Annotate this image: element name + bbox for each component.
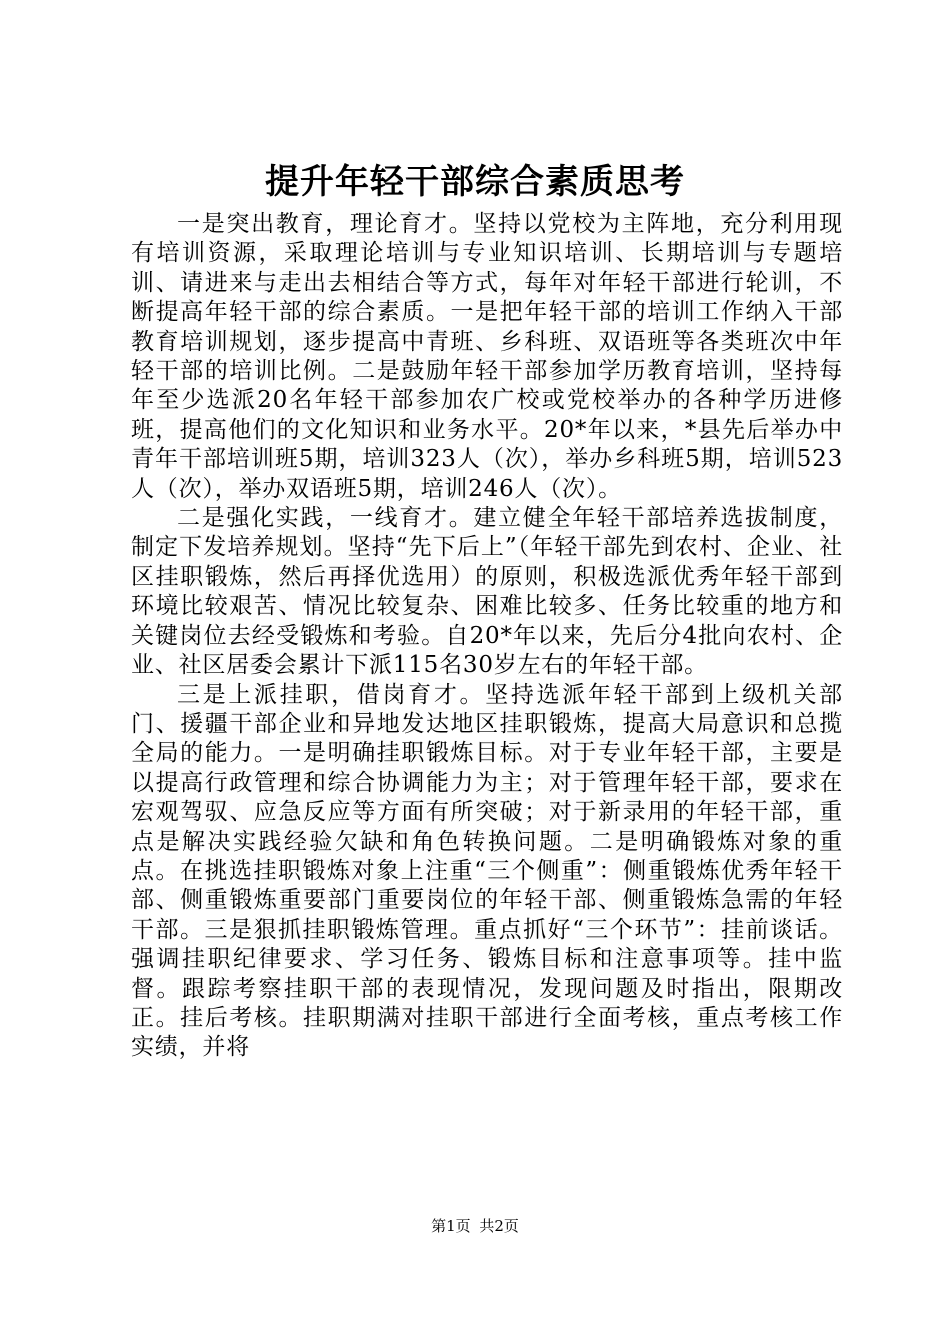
page-total: 共2页 <box>479 1217 519 1235</box>
document-body <box>131 210 843 1063</box>
page-number: 第1页 <box>431 1217 471 1235</box>
paragraph-practice: 二是强化实践，一线育才。建立健全年轻干部培养选拔制度，制定下发培养规划。坚持“先下后上”（年轻干部先到农村、企业、社区挂职锻炼，然后再择优选用）的原则，积极选派优秀年轻干部到环境比较艰苦、情况比较复杂、困难比较多、任务比较重的地方和关键岗位去经受锻炼和考验。自20*年以来，先后分4批向农村、企业、社区居委会累计下派115名30岁左右的年轻干部。 <box>131 505 843 679</box>
document-title: 提升年轻干部综合素质思考 <box>265 162 685 202</box>
paragraph-education: 一是突出教育，理论育才。坚持以党校为主阵地，充分利用现有培训资源，采取理论培训与专业知识培训、长期培训与专题培训、请进来与走出去相结合等方式，每年对年轻干部进行轮训，不断提高年轻干部的综合素质。一是把年轻干部的培训工作纳入干部教育培训规划，逐步提高中青班、乡科班、双语班等各类班次中年轻干部的培训比例。二是鼓励年轻干部参加学历教育培训，坚持每年至少选派20名年轻干部参加农广校或党校举办的各种学历进修班，提高他们的文化知识和业务水平。20*年以来，*县先后举办中青年干部培训班5期，培训323人（次），举办乡科班5期，培训523人（次），举办双语班5期，培训246人（次）。 <box>131 211 843 502</box>
page-footer <box>0 1216 950 1236</box>
paragraph-secondment: 三是上派挂职，借岗育才。坚持选派年轻干部到上级机关部门、援疆干部企业和异地发达地区挂职锻炼，提高大局意识和总揽全局的能力。一是明确挂职锻炼目标。对于专业年轻干部，主要是以提高行政管理和综合协调能力为主；对于管理年轻干部，要求在宏观驾驭、应急反应等方面有所突破；对于新录用的年轻干部，重点是解决实践经验欠缺和角色转换问题。二是明确锻炼对象的重点。在挑选挂职锻炼对象上注重“三个侧重”：侧重锻炼优秀年轻干部、侧重锻炼重要部门重要岗位的年轻干部、侧重锻炼急需的年轻干部。三是狠抓挂职锻炼管理。重点抓好“三个环节”：挂前谈话。强调挂职纪律要求、学习任务、锻炼目标和注意事项等。挂中监督。跟踪考察挂职干部的表现情况，发现问题及时指出，限期改正。挂后考核。挂职期满对挂职干部进行全面考核，重点考核工作实绩，并将 <box>131 681 843 1061</box>
